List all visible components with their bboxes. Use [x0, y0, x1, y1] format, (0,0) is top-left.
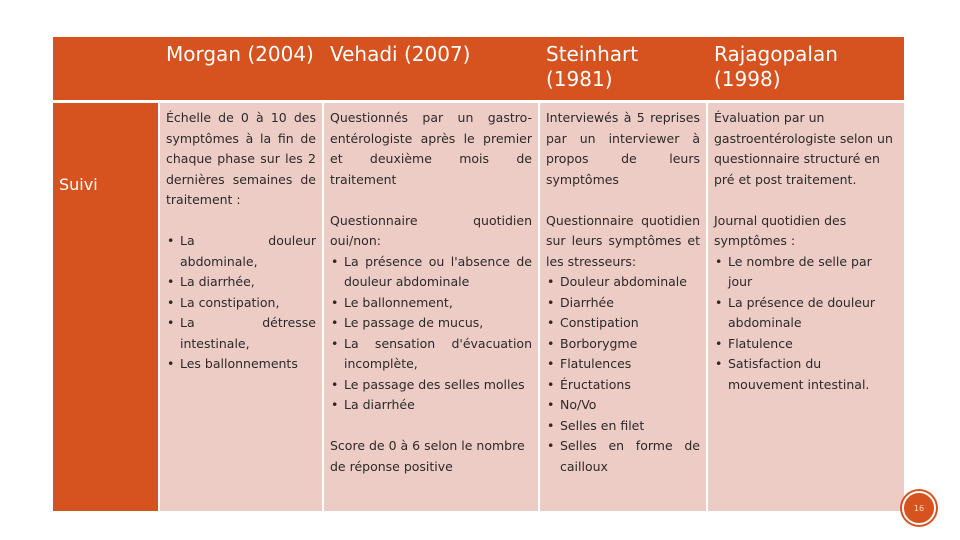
- list-item: • La présence de douleur abdominale: [728, 293, 898, 334]
- list-item: • Le nombre de selle par jour: [728, 252, 898, 293]
- list-item: • Constipation: [560, 313, 700, 334]
- list-item: • La présence ou l'absence de douleur abdominale: [344, 252, 532, 293]
- list-item: • Le passage de mucus,: [344, 313, 532, 334]
- rajagopalan-journal-title: Journal quotidien des symptômes :: [714, 212, 847, 248]
- list-item: • Le ballonnement,: [344, 293, 532, 314]
- cell-vehadi: [322, 100, 538, 511]
- list-item: • Selles en forme de cailloux: [560, 436, 700, 477]
- list-item: • Satisfaction du mouvement intestinal.: [728, 354, 898, 395]
- cell-rajagopalan: [706, 100, 904, 511]
- list-item: • No/Vo: [560, 395, 700, 416]
- list-item: • Diarrhée: [560, 293, 700, 314]
- list-item: • Douleur abdominale: [560, 272, 700, 293]
- steinhart-questionnaire-title: Questionnaire quotidien sur leurs symptômes et les stresseurs:: [546, 212, 700, 269]
- rajagopalan-list: [714, 252, 898, 396]
- list-item: • La diarrhée: [344, 395, 532, 416]
- list-item: • Flatulence: [728, 334, 898, 355]
- steinhart-list: [546, 272, 700, 477]
- morgan-intro: Échelle de 0 à 10 des symptômes à la fin de chaque phase sur les 2 dernières semaines de traitement :: [166, 110, 316, 207]
- list-item: • Les ballonnements: [180, 354, 316, 375]
- list-item: • Flatulences: [560, 354, 700, 375]
- list-item: • La douleur abdominale,: [180, 231, 316, 272]
- list-item: • La sensation d'évacuation incomplète,: [344, 334, 532, 375]
- vehadi-score: Score de 0 à 6 selon le nombre de réponse positive: [330, 438, 525, 474]
- header-steinhart: Steinhart (1981): [538, 37, 706, 100]
- list-item: • Selles en filet: [560, 416, 700, 437]
- header-morgan: Morgan (2004): [158, 37, 322, 100]
- rajagopalan-intro: Évaluation par un gastroentérologiste selon un questionnaire structuré en pré et post traitement.: [714, 110, 893, 187]
- list-item: • Borborygme: [560, 334, 700, 355]
- page-number-badge: 16: [902, 491, 936, 525]
- list-item: • La diarrhée,: [180, 272, 316, 293]
- vehadi-intro: Questionnés par un gastro-entérologiste après le premier et deuxième mois de traitement: [330, 110, 532, 187]
- list-item: • La constipation,: [180, 293, 316, 314]
- cell-steinhart: [538, 100, 706, 511]
- morgan-list: [166, 231, 316, 375]
- list-item: • Éructations: [560, 375, 700, 396]
- comparison-table: [53, 37, 904, 511]
- steinhart-intro: Interviewés à 5 reprises par un interviewer à propos de leurs symptômes: [546, 110, 700, 187]
- vehadi-questionnaire-title: Questionnaire quotidien oui/non:: [330, 212, 532, 248]
- list-item: • Le passage des selles molles: [344, 375, 532, 396]
- header-corner-cell: [53, 37, 158, 100]
- header-vehadi: Vehadi (2007): [322, 37, 538, 100]
- header-rajagopalan: Rajagopalan (1998): [706, 37, 904, 100]
- row-label-suivi: Suivi: [53, 100, 158, 511]
- cell-morgan: [158, 100, 322, 511]
- list-item: • La détresse intestinale,: [180, 313, 316, 354]
- vehadi-list: [330, 252, 532, 416]
